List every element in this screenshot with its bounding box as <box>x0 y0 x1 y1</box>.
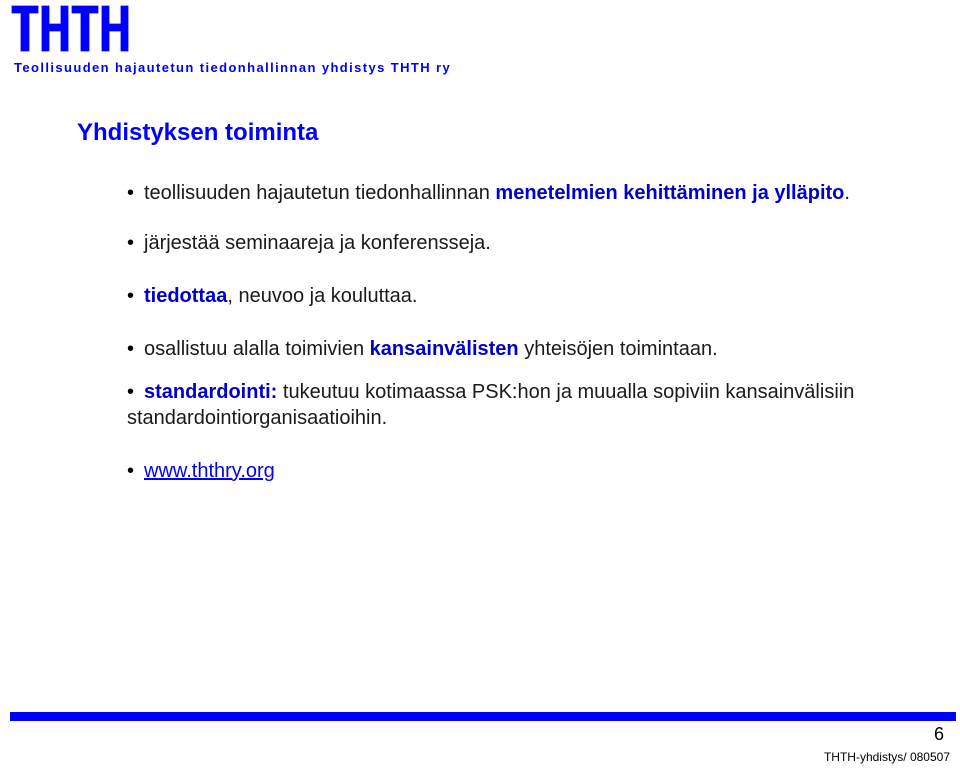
bullet-standardization <box>127 379 907 431</box>
bullet-text: , neuvoo ja kouluttaa. <box>227 285 418 307</box>
bullet-dot-icon: • <box>127 338 135 360</box>
bullet-text: yhteisöjen toimintaan. <box>518 338 718 360</box>
bullet-dot-icon: • <box>127 460 135 482</box>
bullet-development <box>127 180 907 206</box>
bullet-dot-icon: • <box>127 381 135 403</box>
website-link[interactable]: www.ththry.org <box>144 460 275 482</box>
bullet-highlight: menetelmien kehittäminen ja ylläpito <box>495 182 845 204</box>
bullet-international <box>127 336 907 362</box>
bullet-highlight: standardointi: <box>144 381 278 403</box>
thth-logo <box>10 4 132 54</box>
bullet-text: tukeutuu kotimaassa PSK:hon ja muualla sopiviin kansainvälisiin standardointiorganisaatioihin. <box>127 381 855 429</box>
bullet-inform <box>127 283 907 309</box>
bullet-list <box>127 180 907 511</box>
bullet-seminars <box>127 230 907 256</box>
bullet-dot-icon: • <box>127 182 135 204</box>
bullet-dot-icon: • <box>127 232 135 254</box>
organization-name: Teollisuuden hajautetun tiedonhallinnan yhdistys THTH ry <box>14 60 452 75</box>
bullet-dot-icon: • <box>127 285 135 307</box>
footer-divider <box>10 712 956 721</box>
footer-reference: THTH-yhdistys/ 080507 <box>823 750 950 764</box>
slide-title: Yhdistyksen toiminta <box>77 119 319 146</box>
bullet-text: teollisuuden hajautetun tiedonhallinnan <box>144 182 496 204</box>
thth-logo-graphic <box>10 4 132 54</box>
bullet-text: järjestää seminaareja ja konferensseja. <box>144 232 491 254</box>
bullet-highlight: kansainvälisten <box>369 338 519 360</box>
page-number: 6 <box>933 724 944 744</box>
bullet-text: osallistuu alalla toimivien <box>144 338 370 360</box>
bullet-text: . <box>844 182 850 204</box>
bullet-website <box>127 458 907 484</box>
bullet-highlight: tiedottaa <box>144 285 228 307</box>
